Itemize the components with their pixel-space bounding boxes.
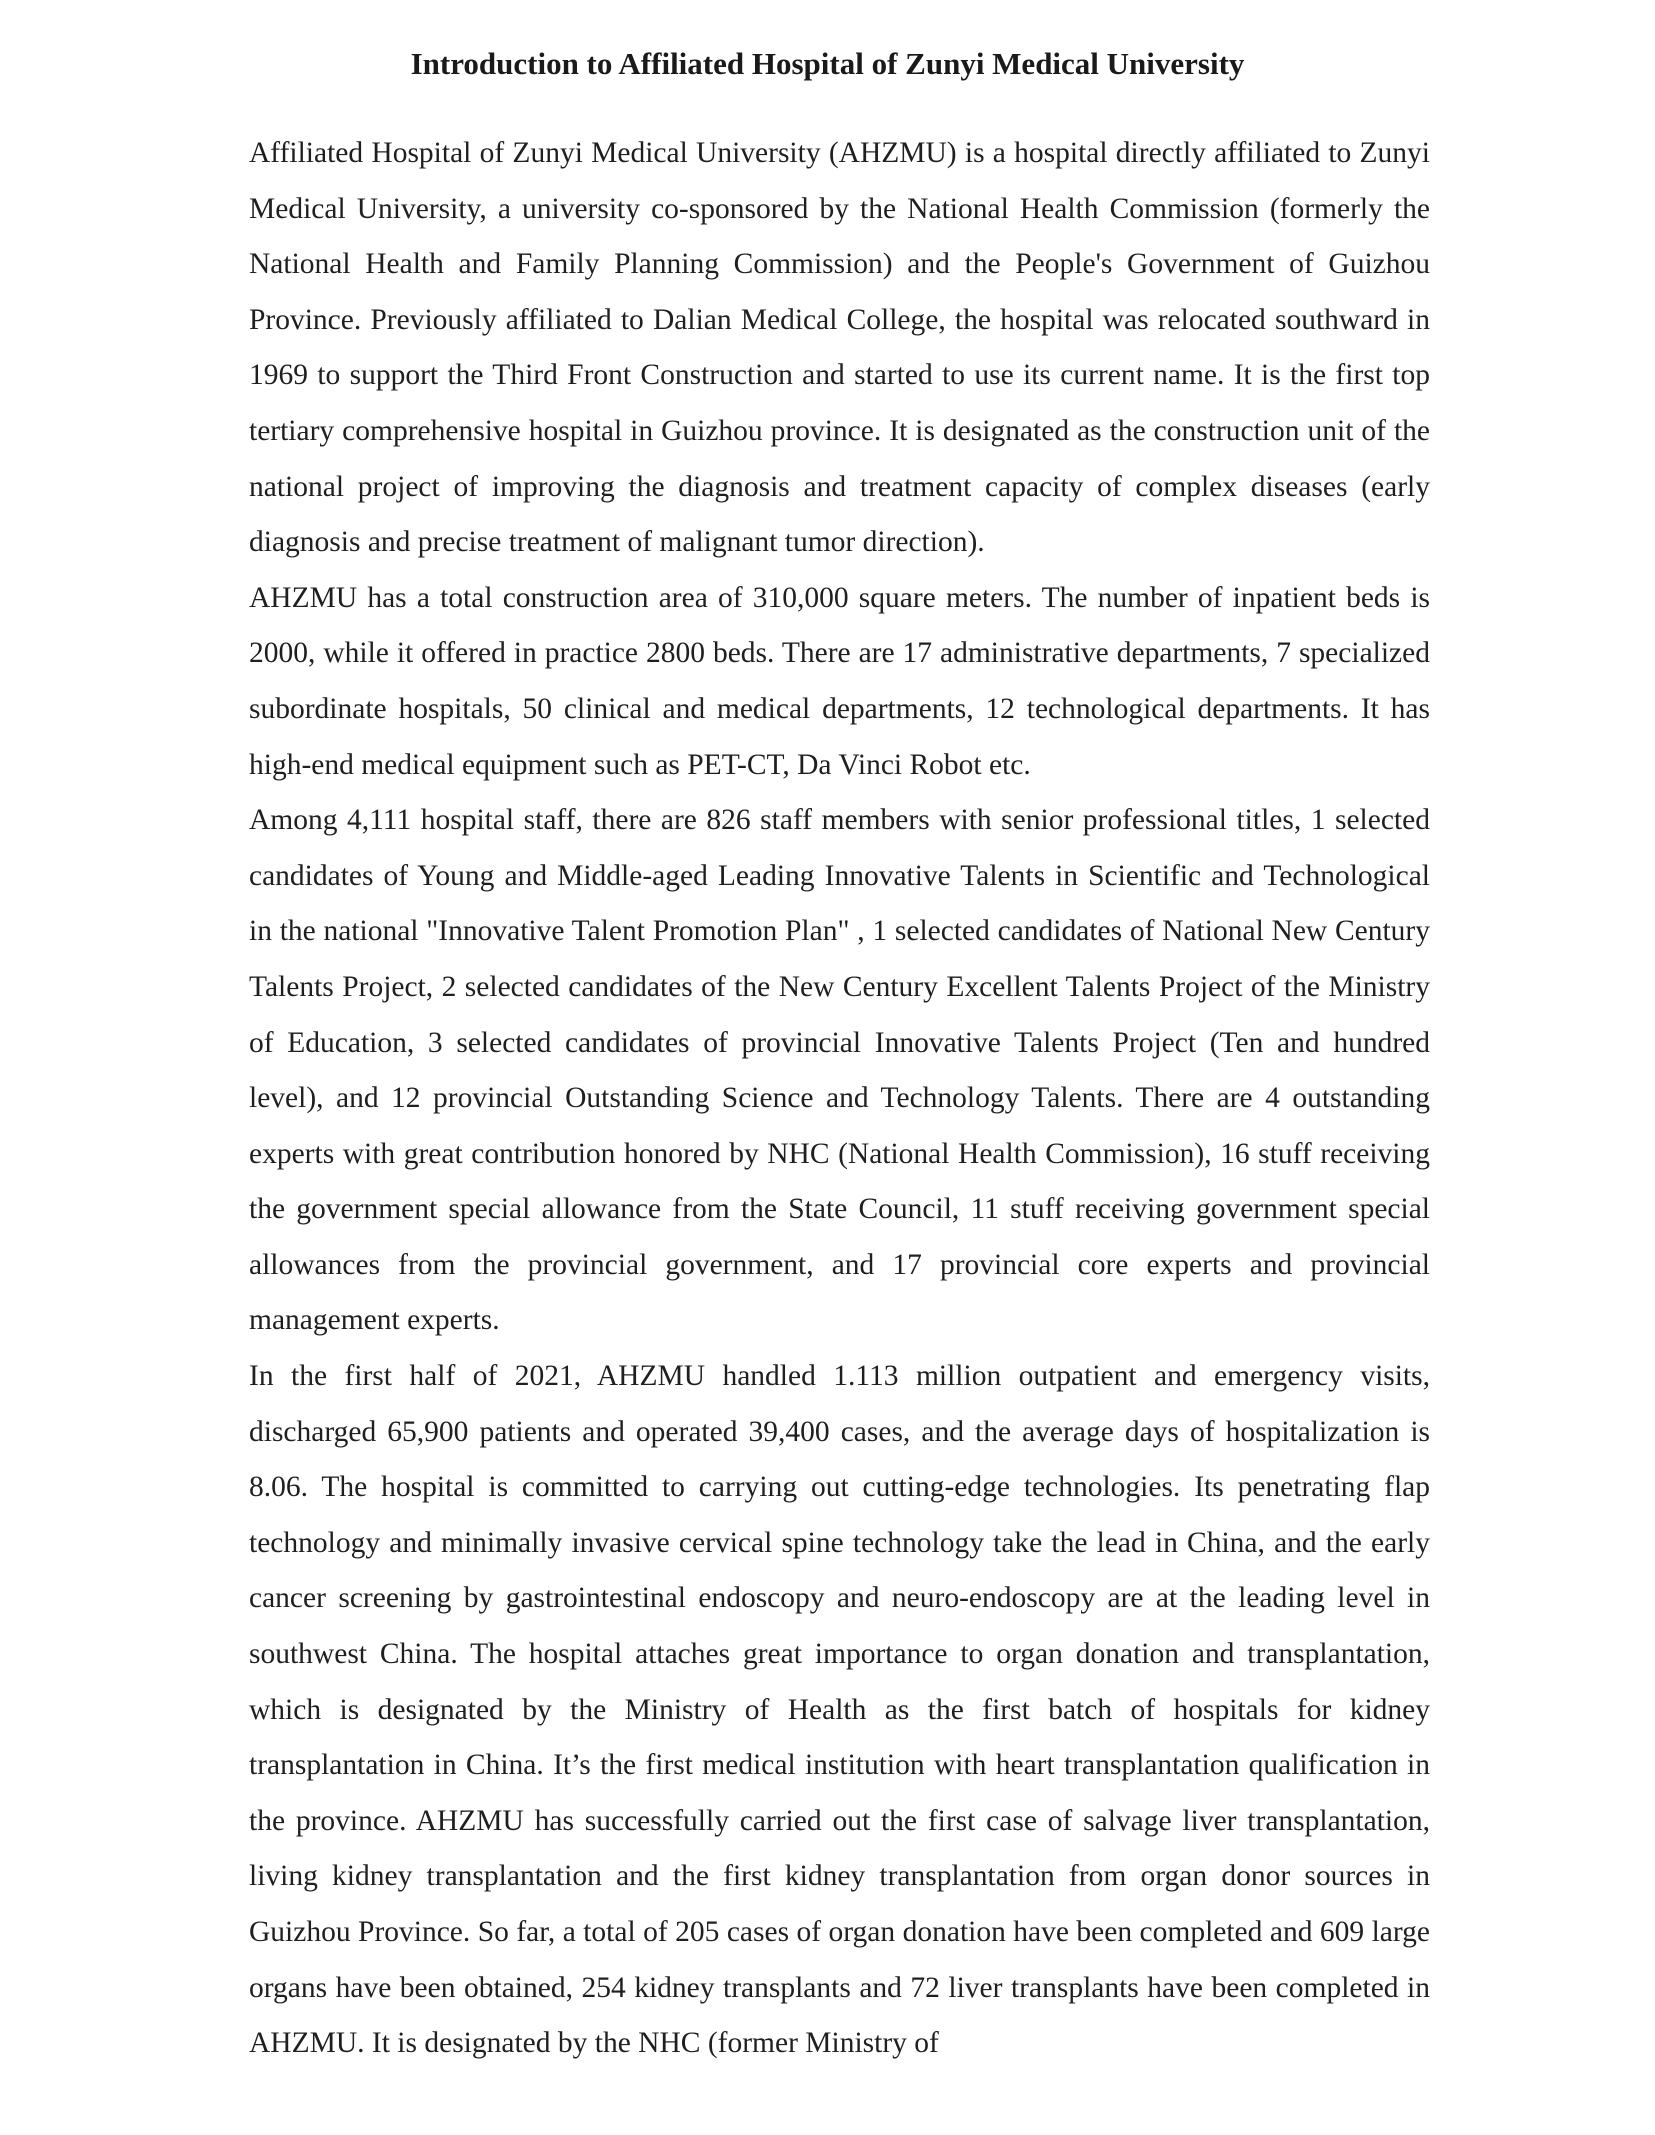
paragraph-overview: Affiliated Hospital of Zunyi Medical University (AHZMU) is a hospital directly affiliated to Zunyi Medical University, a university co-sponsored by the National Health Commission (formerly the National Health and Family Planning Commission) and the People's Government of Guizhou Province. Previously affiliated to Dalian Medical College, the hospital was relocated southward in 1969 to support the Third Front Construction and started to use its current name. It is the first top tertiary comprehensive hospital in Guizhou province. It is designated as the construction unit of the national project of improving the diagnosis and treatment capacity of complex diseases (early diagnosis and precise treatment of malignant tumor direction). [249,137,1430,559]
paragraph-clinical-activity: In the first half of 2021, AHZMU handled 1.113 million outpatient and emergency visits, discharged 65,900 patients and operated 39,400 cases, and the average days of hospitalization is 8.06. The hospital is committed to carrying out cutting-edge technologies. Its penetrating flap technology and minimally invasive cervical spine technology take the lead in China, and the early cancer screening by gastrointestinal endoscopy and neuro-endoscopy are at the leading level in southwest China. The hospital attaches great importance to organ donation and transplantation, which is designated by the Ministry of Health as the first batch of hospitals for kidney transplantation in China. It’s the first medical institution with heart transplantation qualification in the province. AHZMU has successfully carried out the first case of salvage liver transplantation, living kidney transplantation and the first kidney transplantation from organ donor sources in Guizhou Province. So far, a total of 205 cases of organ donation have been completed and 609 large organs have been obtained, 254 kidney transplants and 72 liver transplants have been completed in AHZMU. It is designated by the NHC (former Ministry of [249,1360,1430,2060]
document-body [249,126,1430,2072]
document-title: Introduction to Affiliated Hospital of Zunyi Medical University [410,46,1245,81]
paragraph-staff: Among 4,111 hospital staff, there are 826 staff members with senior professional titles, 1 selected candidates of Young and Middle-aged Leading Innovative Talents in Scientific and Technological in the national "Innovative Talent Promotion Plan" , 1 selected candidates of National New Century Talents Project, 2 selected candidates of the New Century Excellent Talents Project of the Ministry of Education, 3 selected candidates of provincial Innovative Talents Project (Ten and hundred level), and 12 provincial Outstanding Science and Technology Talents. There are 4 outstanding experts with great contribution honored by NHC (National Health Commission), 16 stuff receiving the government special allowance from the State Council, 11 stuff receiving government special allowances from the provincial government, and 17 provincial core experts and provincial management experts. [249,804,1430,1337]
paragraph-facilities: AHZMU has a total construction area of 310,000 square meters. The number of inpatient beds is 2000, while it offered in practice 2800 beds. There are 17 administrative departments, 7 specialized subordinate hospitals, 50 clinical and medical departments, 12 technological departments. It has high-end medical equipment such as PET-CT, Da Vinci Robot etc. [249,581,1430,781]
